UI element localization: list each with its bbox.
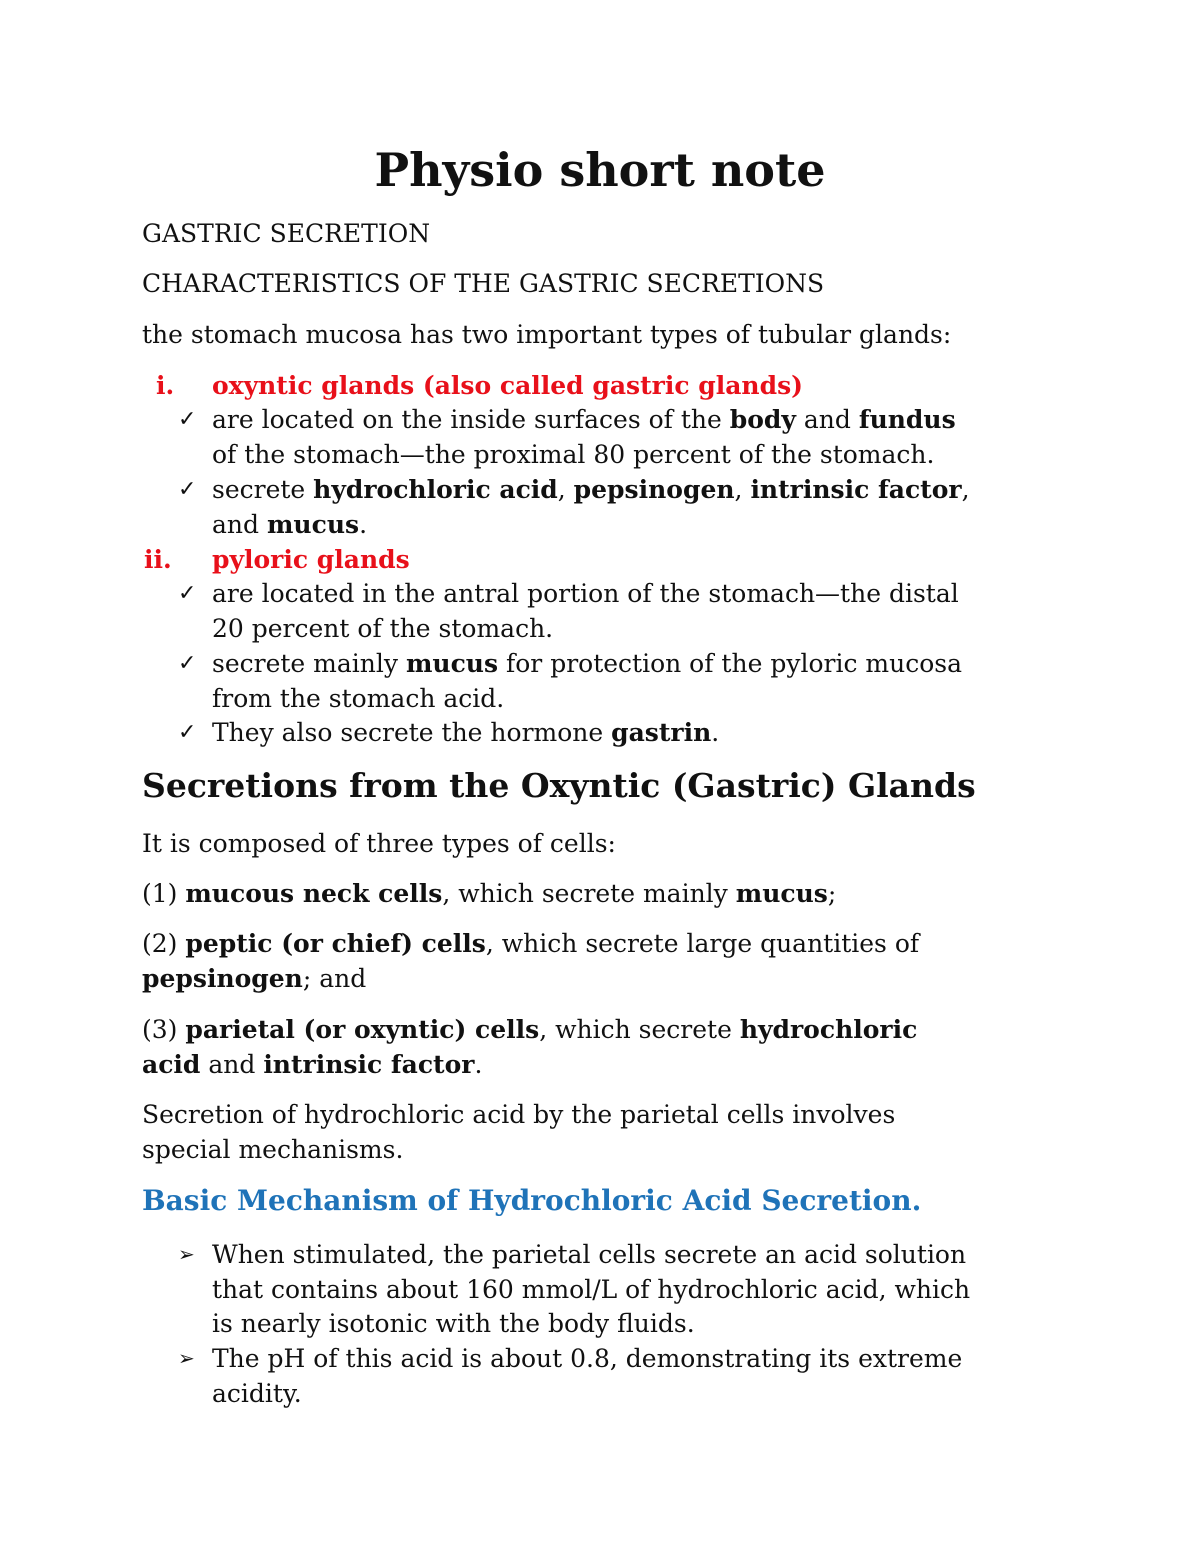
mechanism-point-1-line-2: that contains about 160 mmol/L of hydrochloric acid, which — [212, 1275, 971, 1304]
cell-item-peptic: (2) peptic (or chief) cells, which secrete large quantities of — [142, 929, 920, 958]
cell-item-parietal: (3) parietal (or oxyntic) cells, which secrete hydrochloric — [142, 1015, 918, 1044]
check-icon: ✓ — [178, 407, 197, 432]
glands-intro: the stomach mucosa has two important types of tubular glands: — [142, 320, 952, 349]
hcl-note-line-1: Secretion of hydrochloric acid by the parietal cells involves — [142, 1100, 896, 1129]
check-icon: ✓ — [178, 720, 197, 745]
list-item: secrete mainly mucus for protection of the pyloric mucosa — [212, 649, 962, 678]
mechanism-point-2-line-1: The pH of this acid is about 0.8, demonstrating its extreme — [212, 1344, 963, 1373]
mechanism-point-1-line-1: When stimulated, the parietal cells secrete an acid solution — [212, 1240, 967, 1269]
gland-name: pyloric glands — [212, 545, 410, 574]
list-item-continuation: from the stomach acid. — [212, 684, 505, 713]
list-item-continuation: 20 percent of the stomach. — [212, 614, 554, 643]
list-item-continuation: and mucus. — [212, 510, 368, 539]
section-heading-mechanism: Basic Mechanism of Hydrochloric Acid Secretion. — [142, 1184, 922, 1217]
gastric-secretion-heading: GASTRIC SECRETION — [142, 219, 431, 248]
list-item: They also secrete the hormone gastrin. — [212, 718, 720, 747]
gland-numeral: i. — [156, 371, 175, 400]
arrow-bullet-icon: ➢ — [178, 1346, 195, 1370]
hcl-note-line-2: special mechanisms. — [142, 1135, 404, 1164]
gland-numeral: ii. — [144, 545, 172, 574]
check-icon: ✓ — [178, 581, 197, 606]
list-item: are located in the antral portion of the stomach—the distal — [212, 579, 959, 608]
gland-name: oxyntic glands (also called gastric glands) — [212, 371, 803, 400]
page-title: Physio short note — [374, 143, 826, 197]
check-icon: ✓ — [178, 477, 197, 502]
gland-oxyntic-title — [142, 368, 803, 403]
check-icon: ✓ — [178, 651, 197, 676]
list-item-continuation: of the stomach—the proximal 80 percent of the stomach. — [212, 440, 935, 469]
cells-intro: It is composed of three types of cells: — [142, 829, 616, 858]
cell-item-peptic-continuation: pepsinogen; and — [142, 964, 367, 993]
section-heading-oxyntic: Secretions from the Oxyntic (Gastric) Glands — [142, 766, 976, 805]
arrow-bullet-icon: ➢ — [178, 1242, 195, 1266]
gland-pyloric-title — [142, 542, 410, 577]
list-item: are located on the inside surfaces of the body and fundus — [212, 405, 956, 434]
list-item: secrete hydrochloric acid, pepsinogen, intrinsic factor, — [212, 475, 970, 504]
mechanism-point-1-line-3: is nearly isotonic with the body fluids. — [212, 1309, 695, 1338]
cell-item-parietal-continuation: acid and intrinsic factor. — [142, 1050, 483, 1079]
characteristics-heading: CHARACTERISTICS OF THE GASTRIC SECRETIONS — [142, 269, 825, 298]
mechanism-point-2-line-2: acidity. — [212, 1379, 302, 1408]
cell-item-mucous: (1) mucous neck cells, which secrete mainly mucus; — [142, 879, 837, 908]
